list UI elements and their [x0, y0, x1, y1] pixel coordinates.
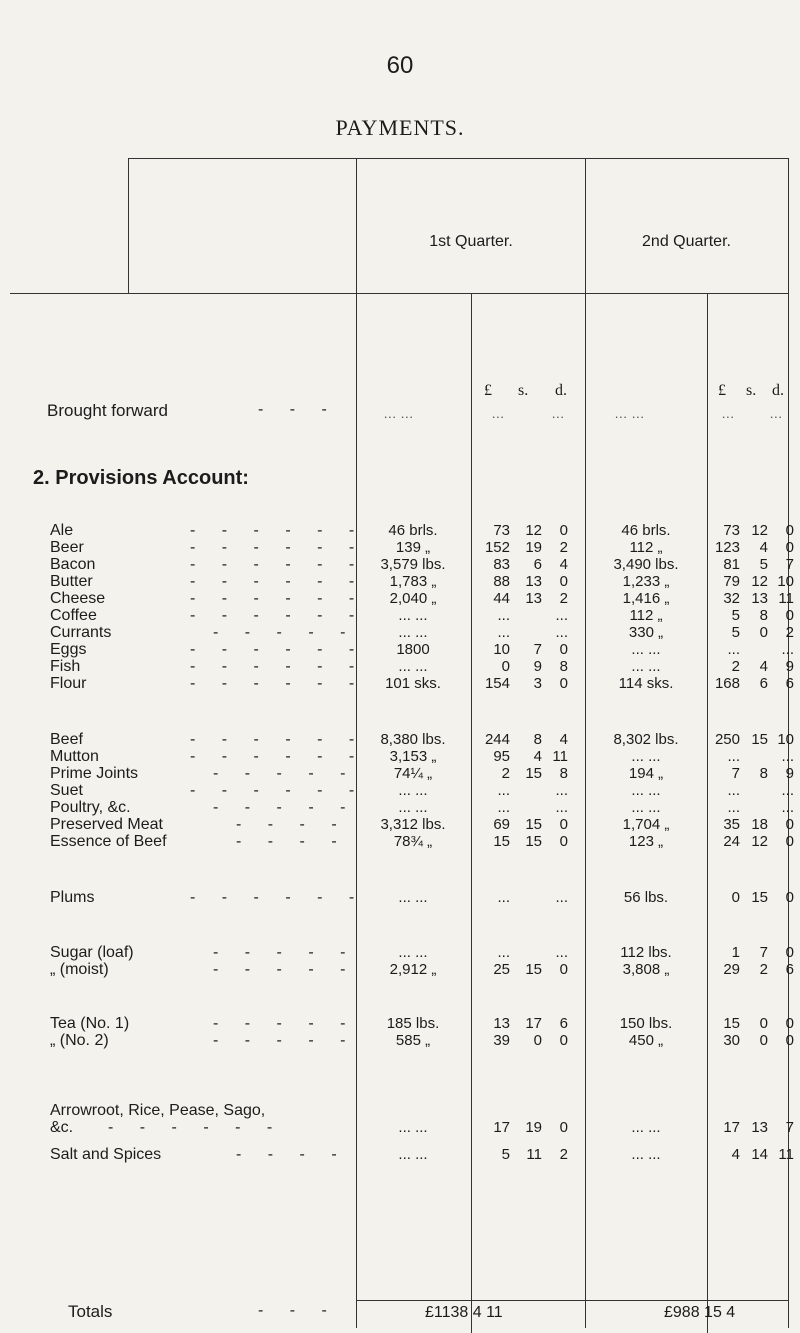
q1-quantity: 3,153 „	[389, 748, 437, 765]
row-label: Currants	[50, 624, 112, 641]
q1-shillings: 15	[525, 816, 542, 833]
q1-pounds: 2	[501, 765, 510, 782]
brought-forward-leader: - - -	[258, 401, 338, 418]
q1-pence: 6	[559, 1015, 568, 1032]
q2-quantity: 112 „	[629, 607, 663, 624]
q1-quantity: ... ...	[398, 607, 428, 624]
q1-shillings: 13	[525, 590, 542, 607]
row-leader: - - - - -	[213, 799, 357, 816]
q1-pounds: 95	[493, 748, 510, 765]
row-label: Beef	[50, 731, 83, 748]
row-leader: - - - - -	[213, 944, 357, 961]
q2-pence: 7	[785, 556, 794, 573]
q1-shilling-header: s.	[518, 382, 529, 399]
q2-pounds: 17	[723, 1119, 740, 1136]
q2-pounds: 29	[723, 961, 740, 978]
q1-quantity: 8,380 lbs.	[380, 731, 446, 748]
q2-pence: 11	[778, 1146, 794, 1163]
q1-pence: 0	[559, 1119, 568, 1136]
row-leader: - - - - - -	[190, 573, 366, 590]
table-header-rule	[10, 293, 788, 294]
row-leader: - - - - - -	[190, 675, 366, 692]
row-label: Suet	[50, 782, 83, 799]
q2-quantity: 150 lbs.	[619, 1015, 673, 1032]
q2-pence: 11	[778, 590, 794, 607]
q1-pence: 11	[552, 748, 568, 765]
q2-pence: 6	[785, 961, 794, 978]
row-leader: - - - -	[236, 833, 348, 850]
totals-q1: £1138 4 11	[425, 1304, 503, 1321]
q2-quantity: ... ...	[631, 782, 661, 799]
totals-rule-q2	[585, 1300, 788, 1301]
q2-pounds: 81	[723, 556, 740, 573]
row-leader: - - - - - -	[190, 782, 366, 799]
q2-quantity: 8,302 lbs.	[613, 731, 679, 748]
q2-quantity: 3,808 „	[622, 961, 670, 978]
row-label: Bacon	[50, 556, 96, 573]
row-label: Mutton	[50, 748, 99, 765]
row-label: Arrowroot, Rice, Pease, Sago,	[50, 1102, 266, 1119]
q2-pence: 9	[785, 765, 794, 782]
q2-shillings: 8	[759, 765, 768, 782]
q1-pounds: 17	[493, 1119, 510, 1136]
q2-quantity: 112 „	[629, 539, 663, 556]
q1-pounds: ...	[497, 799, 510, 816]
q1-pence: 0	[559, 816, 568, 833]
q2-quantity: 194 „	[628, 765, 664, 782]
q2-pence: 6	[785, 675, 794, 692]
q1-pounds: ...	[497, 889, 510, 906]
q1-pounds: 244	[484, 731, 510, 748]
q1-pounds: 0	[501, 658, 510, 675]
q2-pence: 0	[785, 539, 794, 556]
q2-pounds: 32	[723, 590, 740, 607]
row-leader: - - - - - -	[190, 522, 366, 539]
quarter-1-header: 1st Quarter.	[429, 233, 513, 250]
q1-pence: 0	[559, 675, 568, 692]
q2-pounds: 123	[714, 539, 740, 556]
q1-quantity: 1,783 „	[389, 573, 437, 590]
q2-pence: 0	[785, 889, 794, 906]
q2-pounds: 79	[723, 573, 740, 590]
q2-pounds: 168	[714, 675, 740, 692]
q1-pence: 0	[559, 522, 568, 539]
row-label: Fish	[50, 658, 81, 675]
q2-pence: 0	[785, 607, 794, 624]
q2-pounds: 73	[723, 522, 740, 539]
row-label: Sugar (loaf)	[50, 944, 134, 961]
q2-quantity: ... ...	[631, 1119, 661, 1136]
q1-pence: 2	[559, 590, 568, 607]
q2-shillings: 2	[759, 961, 768, 978]
q1-quantity: ... ...	[398, 1146, 428, 1163]
row-label: Essence of Beef	[50, 833, 167, 850]
q2-shillings: 15	[751, 731, 768, 748]
q2-pounds: ...	[727, 641, 740, 658]
row-label: Beer	[50, 539, 84, 556]
q2-pence: 0	[785, 833, 794, 850]
row-label: Cheese	[50, 590, 106, 607]
row-leader: - - - - - -	[190, 590, 366, 607]
row-leader: - - - - - -	[190, 658, 366, 675]
q1-quantity: 2,040 „	[389, 590, 437, 607]
q2-pounds: 35	[723, 816, 740, 833]
q1-quantity: ... ...	[398, 658, 428, 675]
q2-shillings: 0	[759, 1032, 768, 1049]
q1-pence: ...	[555, 782, 568, 799]
q2-quantity: 330 „	[628, 624, 664, 641]
q1-shillings: 11	[526, 1146, 542, 1163]
q2-quantity: 46 brls.	[621, 522, 671, 539]
row-leader: - - - - - -	[190, 556, 366, 573]
q2-pence: ...	[781, 748, 794, 765]
q1-pounds: ...	[497, 782, 510, 799]
table-top-rule	[128, 158, 788, 159]
q1-pound-header: £	[484, 382, 492, 399]
row-leader: - - - - -	[213, 624, 357, 641]
q2-pence-header: d.	[772, 382, 784, 399]
q1-pence-header: d.	[555, 382, 567, 399]
row-leader: - - - -	[236, 1146, 348, 1163]
q2-pounds: ...	[727, 748, 740, 765]
q2-pence: 0	[785, 522, 794, 539]
q1-pounds: 10	[493, 641, 510, 658]
row-leader: - - - - - -	[108, 1119, 284, 1136]
q1-pence: ...	[555, 607, 568, 624]
q1-pence: ...	[555, 624, 568, 641]
totals-label: Totals	[68, 1302, 113, 1321]
q2-shillings: 15	[751, 889, 768, 906]
row-label: Prime Joints	[50, 765, 139, 782]
q2-shilling-header: s.	[746, 382, 757, 399]
q1-pounds: 73	[493, 522, 510, 539]
row-label: Butter	[50, 573, 93, 590]
q2-quantity: ... ...	[631, 799, 661, 816]
q2-shillings: 6	[759, 675, 768, 692]
brought-forward-q1-pence: ...	[552, 406, 565, 421]
q2-quantity: ... ...	[631, 1146, 661, 1163]
q1-pence: 4	[559, 556, 568, 573]
q2-shillings: 12	[751, 573, 768, 590]
q2-pounds: 30	[723, 1032, 740, 1049]
q2-pounds: 1	[731, 944, 740, 961]
q1-shillings: 0	[533, 1032, 542, 1049]
q2-pounds: 5	[731, 624, 740, 641]
q1-shillings: 12	[525, 522, 542, 539]
q1-shillings: 17	[525, 1015, 542, 1032]
q1-shillings: 13	[525, 573, 542, 590]
q1-quantity: 185 lbs.	[386, 1015, 440, 1032]
q2-pence: ...	[781, 641, 794, 658]
q2-pence: 7	[785, 1119, 794, 1136]
q1-quantity: ... ...	[398, 782, 428, 799]
q2-quantity: 450 „	[628, 1032, 664, 1049]
row-label: Eggs	[50, 641, 87, 658]
q1-pence: 2	[559, 1146, 568, 1163]
q2-pounds: 5	[731, 607, 740, 624]
q1-pence: 0	[559, 833, 568, 850]
q1-pounds: 25	[493, 961, 510, 978]
q2-quantity: 1,704 „	[622, 816, 670, 833]
q1-quantity: 101 sks.	[385, 675, 441, 692]
q1-pence: ...	[555, 889, 568, 906]
brought-forward-label: Brought forward	[47, 401, 168, 420]
q1-pounds: 39	[493, 1032, 510, 1049]
q2-pence: 0	[785, 816, 794, 833]
q1-quantity: 3,579 lbs.	[380, 556, 446, 573]
q1-pounds: 44	[493, 590, 510, 607]
q1-quantity: 78¾ „	[393, 833, 433, 850]
q1-pence: 0	[559, 641, 568, 658]
q1-pence: 8	[559, 658, 568, 675]
q2-pence: 2	[785, 624, 794, 641]
q1-shillings: 3	[533, 675, 542, 692]
q1-pounds: ...	[497, 944, 510, 961]
row-leader: - - - - -	[213, 765, 357, 782]
q2-quantity: 112 lbs.	[620, 944, 672, 961]
q1-quantity: 3,312 lbs.	[380, 816, 446, 833]
q2-shillings: 12	[751, 522, 768, 539]
q2-shillings: 0	[759, 1015, 768, 1032]
q1-quantity: 46 brls.	[388, 522, 438, 539]
row-leader: - - - -	[236, 816, 348, 833]
q1-shillings: 15	[525, 765, 542, 782]
q2-pence: 0	[785, 1015, 794, 1032]
q1-pence: 0	[559, 1032, 568, 1049]
row-label: Plums	[50, 889, 95, 906]
q1-shillings: 4	[533, 748, 542, 765]
q1-quantity: 74¼ „	[393, 765, 433, 782]
q2-quantity: ... ...	[631, 748, 661, 765]
q2-shillings: 7	[759, 944, 768, 961]
q1-pence: ...	[555, 944, 568, 961]
q2-quantity: 114 sks.	[618, 675, 674, 692]
q2-pounds: 2	[731, 658, 740, 675]
q2-quantity: 56 lbs.	[623, 889, 669, 906]
q1-shillings: 15	[525, 833, 542, 850]
q1-quantity: ... ...	[398, 624, 428, 641]
q1-pence: 4	[559, 731, 568, 748]
q1-pounds: ...	[497, 624, 510, 641]
q2-pounds: ...	[727, 799, 740, 816]
q2-quantity: ... ...	[631, 658, 661, 675]
q1-quantity: 1800	[396, 641, 430, 658]
page-number: 60	[386, 52, 414, 79]
quarter-2-header: 2nd Quarter.	[642, 233, 731, 250]
row-leader: - - - - - -	[190, 748, 366, 765]
q1-pounds: ...	[497, 607, 510, 624]
q1-shillings: 6	[533, 556, 542, 573]
table-left-rule	[128, 158, 129, 293]
q1-quantity: ... ...	[398, 1119, 428, 1136]
totals-rule-q1	[356, 1300, 586, 1301]
q2-shillings: 4	[759, 658, 768, 675]
q2-shillings: 18	[751, 816, 768, 833]
q2-shillings: 12	[751, 833, 768, 850]
q1-shillings: 19	[525, 539, 542, 556]
q1-shillings: 7	[533, 641, 542, 658]
row-label: Salt and Spices	[50, 1146, 162, 1163]
q1-pounds: 15	[493, 833, 510, 850]
q1-quantity: 139 „	[395, 539, 431, 556]
q2-pence: 10	[777, 573, 794, 590]
q1-pence: ...	[555, 799, 568, 816]
q1-shillings: 9	[533, 658, 542, 675]
row-label: Coffee	[50, 607, 97, 624]
totals-q2: £988 15 4	[664, 1304, 736, 1321]
row-label: „ (No. 2)	[50, 1032, 109, 1049]
q2-pounds: ...	[727, 782, 740, 799]
q2-shillings: 8	[759, 607, 768, 624]
q1-pounds: 13	[493, 1015, 510, 1032]
q1-shillings: 15	[525, 961, 542, 978]
q1-pence: 2	[559, 539, 568, 556]
row-leader: - - - - - -	[190, 539, 366, 556]
q1-pounds: 5	[501, 1146, 510, 1163]
q1-pence: 0	[559, 961, 568, 978]
q1-pence: 0	[559, 573, 568, 590]
q1-shillings: 19	[525, 1119, 542, 1136]
q1-quantity: 2,912 „	[389, 961, 437, 978]
q2-quantity: 3,490 lbs.	[613, 556, 679, 573]
q2-shillings: 5	[759, 556, 768, 573]
q2-pence: ...	[781, 799, 794, 816]
row-label: „ (moist)	[50, 961, 109, 978]
row-label: Preserved Meat	[50, 816, 163, 833]
q2-pence: 0	[785, 1032, 794, 1049]
q1-pounds: 152	[484, 539, 510, 556]
q1-pounds: 83	[493, 556, 510, 573]
q2-shillings: 13	[751, 1119, 768, 1136]
q2-pence: ...	[781, 782, 794, 799]
q2-quantity: 123 „	[628, 833, 664, 850]
brought-forward-q1-pound: ...	[492, 406, 505, 421]
q2-quantity: ... ...	[631, 641, 661, 658]
q1-shillings: 8	[533, 731, 542, 748]
brought-forward-q2-pence: ...	[770, 406, 783, 421]
q2-pounds: 0	[731, 889, 740, 906]
quarter-divider-2	[585, 158, 586, 1328]
totals-leader: - - -	[258, 1302, 338, 1319]
row-leader: - - - - -	[213, 1032, 357, 1049]
row-leader: - - - - - -	[190, 889, 366, 906]
q2-quantity: 1,233 „	[622, 573, 670, 590]
row-leader: - - - - -	[213, 1015, 357, 1032]
q2-pence: 9	[785, 658, 794, 675]
q2-shillings: 4	[759, 539, 768, 556]
q2-pence: 0	[785, 944, 794, 961]
row-leader: - - - - - -	[190, 641, 366, 658]
q1-quantity: ... ...	[398, 799, 428, 816]
q2-pound-header: £	[718, 382, 726, 399]
q1-pence: 8	[559, 765, 568, 782]
row-label: Flour	[50, 675, 87, 692]
q2-pounds: 15	[723, 1015, 740, 1032]
q2-pounds: 24	[723, 833, 740, 850]
q2-quantity: 1,416 „	[622, 590, 670, 607]
q2-pounds: 4	[731, 1146, 740, 1163]
brought-forward-q2-pound: ...	[722, 406, 735, 421]
q1-pounds: 69	[493, 816, 510, 833]
q2-pounds: 250	[714, 731, 740, 748]
row-label-continued: &c.	[50, 1119, 74, 1136]
row-label: Tea (No. 1)	[50, 1015, 130, 1032]
row-leader: - - - - - -	[190, 607, 366, 624]
q2-pounds: 7	[731, 765, 740, 782]
row-label: Poultry, &c.	[50, 799, 131, 816]
brought-forward-q2-qty: ... ...	[615, 406, 645, 421]
q2-shillings: 13	[751, 590, 768, 607]
q1-pounds: 88	[493, 573, 510, 590]
q1-pounds: 154	[484, 675, 510, 692]
page-title: PAYMENTS.	[335, 115, 465, 140]
q1-quantity: ... ...	[398, 889, 428, 906]
q1-quantity: 585 „	[395, 1032, 431, 1049]
row-leader: - - - - -	[213, 961, 357, 978]
row-label: Ale	[50, 522, 74, 539]
q2-pence: 10	[777, 731, 794, 748]
row-leader: - - - - - -	[190, 731, 366, 748]
brought-forward-q1-qty: ... ...	[384, 406, 414, 421]
q2-shillings: 0	[759, 624, 768, 641]
q2-shillings: 14	[751, 1146, 768, 1163]
section-heading: 2. Provisions Account:	[33, 467, 249, 489]
q1-quantity: ... ...	[398, 944, 428, 961]
